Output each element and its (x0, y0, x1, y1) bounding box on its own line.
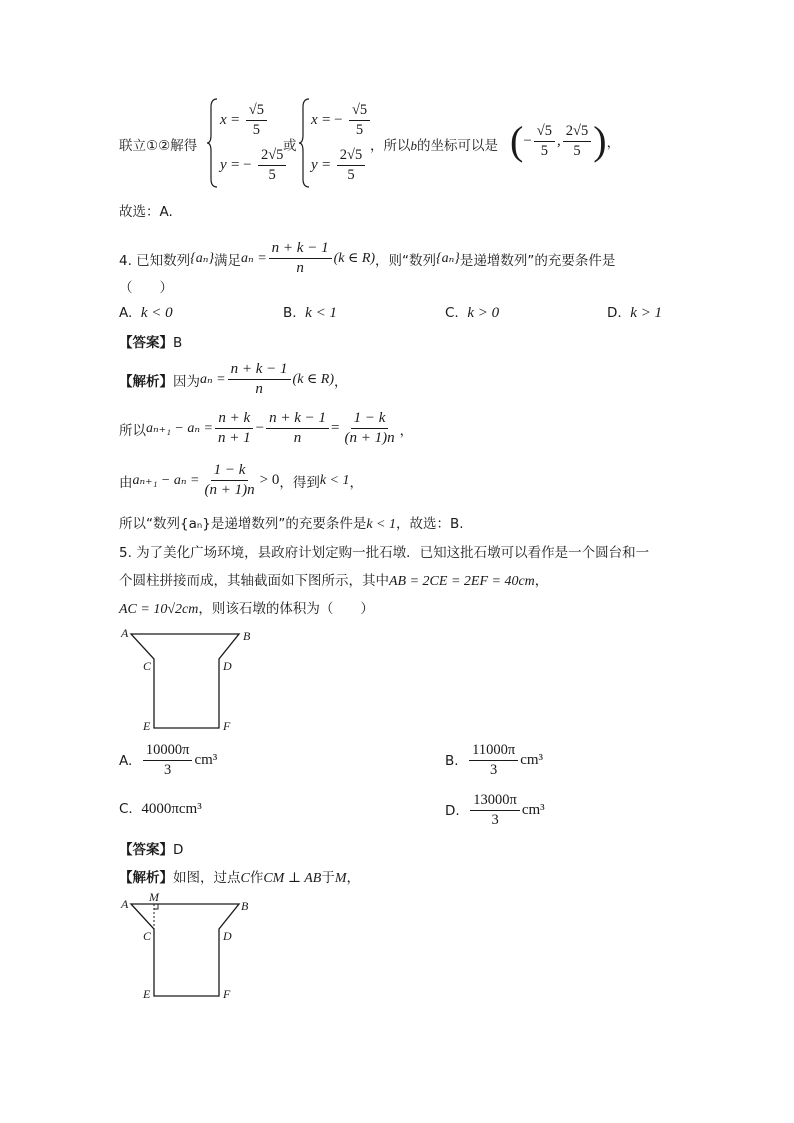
q5-stem-line-2: 个圆柱拼接而成，其轴截面如下图所示，其中AB = 2CE = 2EF = 40cm， (119, 573, 549, 589)
coordinate-answer: ( − $\frac{√5}{5}$ , $\frac{2√5}{5}$ ) ， (510, 118, 621, 163)
or-word: 或 (283, 138, 297, 154)
fig1-label-f: F (223, 719, 231, 733)
right-angle-mark (154, 904, 158, 909)
q5-stem-line-3: AC = 10√2cm，则该石墩的体积为（ ） (119, 601, 374, 617)
fig2-label-d: D (223, 929, 232, 943)
q4-option-b[interactable]: B. k < 1 (283, 305, 337, 321)
q4-option-c[interactable]: C. k > 0 (445, 305, 500, 321)
fig2-label-c: C (143, 929, 152, 943)
stone-cross-section-figure-with-m (115, 890, 265, 1002)
fig2-label-f: F (223, 987, 231, 1001)
q5-answer: 【答案】D (119, 842, 184, 858)
fig1-label-c: C (143, 659, 152, 673)
stone-cross-section-figure (115, 624, 265, 736)
solve-prefix: 联立①②解得 (119, 138, 198, 154)
q4-stem: 4. 已知数列 {aₙ} 满足 aₙ = $\frac{n + k - 1}{n}$ (k ∈ R) ，则“数列 {aₙ} 是递增数列”的充要条件是 (119, 240, 616, 276)
q5-option-b[interactable]: B. $\frac{11000\pi}{3}$ cm³ (445, 742, 544, 778)
q5-option-c[interactable]: C. 4000πcm³ (119, 801, 202, 817)
choice-a-line: 故选：A. (119, 204, 173, 220)
q4-analysis-line-2: 所以 aₙ₊₁ − aₙ = $\frac{n + k}{n + 1}$ − $\frac{n + k - 1}{n}$ = $\frac{1 - k}{(n + 1)n}$ ， (119, 410, 414, 446)
vector-b: b (410, 138, 417, 153)
system-1-y-row: y = − $\frac{2√5}{5}$ (220, 146, 288, 185)
system-2-y-row: y = $\frac{2√5}{5}$ (311, 146, 367, 185)
q4-analysis-line-4: 所以“数列{aₙ}是递增数列”的充要条件是k < 1，故选：B. (119, 516, 464, 532)
fig1-label-d: D (223, 659, 232, 673)
q4-answer: 【答案】B (119, 335, 183, 351)
fig1-label-a: A (121, 626, 129, 640)
fig1-label-e: E (143, 719, 151, 733)
fig2-label-e: E (143, 987, 151, 1001)
q5-option-a[interactable]: A. $\frac{10000\pi}{3}$ cm³ (119, 742, 218, 778)
left-brace-1 (206, 97, 220, 189)
fig2-label-a: A (121, 897, 129, 911)
system-1-x-row: x = $\frac{√5}{5}$ (220, 101, 269, 140)
fig2-label-m: M (149, 890, 159, 904)
q4-analysis-line-3: 由 aₙ₊₁ − aₙ = $\frac{1 - k}{(n + 1)n}$ > 0 ，得到 k < 1 ， (119, 462, 364, 498)
q5-stem-line-1: 5. 为了美化广场环境，县政府计划定购一批石墩．已知这批石墩可以看作是一个圆台和一 (119, 545, 650, 561)
fig2-label-b: B (241, 899, 249, 913)
system-2-x-row: x = − $\frac{√5}{5}$ (311, 101, 372, 140)
q4-option-d[interactable]: D. k > 1 (607, 305, 663, 321)
fig1-label-b: B (243, 629, 251, 643)
q4-option-a[interactable]: A. k < 0 (119, 305, 173, 321)
q4-paren: （ ） (119, 280, 173, 296)
left-brace-2 (298, 97, 312, 189)
q4-analysis-line-1: 【解析】 因为 aₙ = $\frac{n + k - 1}{n}$ (k ∈ R) ， (119, 361, 348, 397)
q5-option-d[interactable]: D. $\frac{13000\pi}{3}$ cm³ (445, 792, 545, 828)
so-text: ，所以b的坐标可以是 (370, 138, 498, 154)
q5-analysis: 【解析】如图，过点C作CM ⊥ AB于M， (119, 870, 361, 886)
